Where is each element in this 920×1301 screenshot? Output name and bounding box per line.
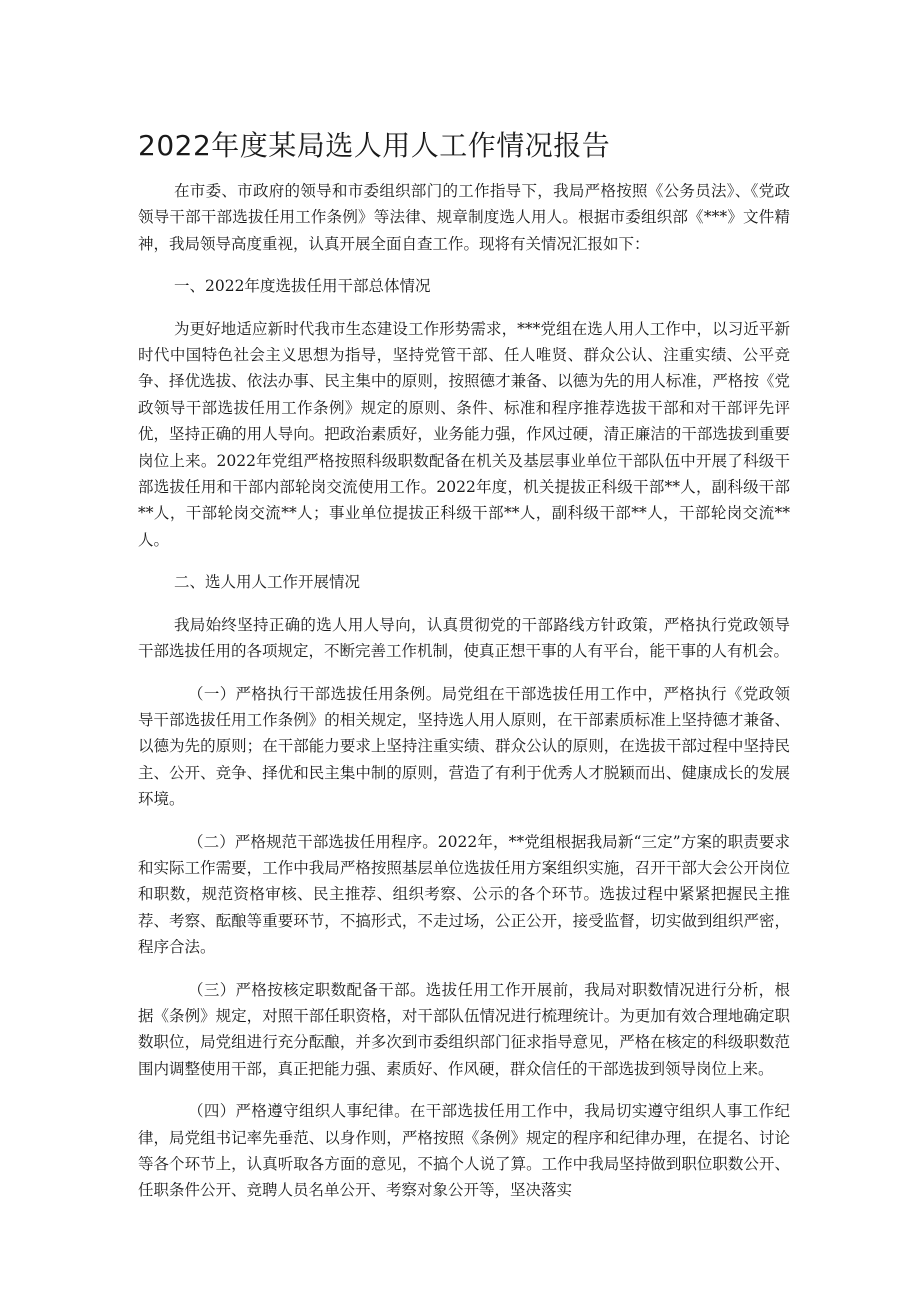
item3-paragraph: （三）严格按核定职数配备干部。选拔任用工作开展前，我局对职数情况进行分析，根据《条例》规定，对照干部任职资格，对干部队伍情况进行梳理统计。为更加有效合理地确定职数职位，局党组进行充分酝酿，并多次到市委组织部门征求指导意见，严格在核定的科级职数范围内调整使用干部，真正把能力强、素质好、作风硬，群众信任的干部选拔到领导岗位上来。 — [138, 980, 790, 1078]
intro-paragraph: 在市委、市政府的领导和市委组织部门的工作指导下，我局严格按照《公务员法》、《党政领导干部干部选拔任用工作条例》等法律、规章制度选人用人。根据市委组织部《***》文件精神，我局领导高度重视，认真开展全面自查工作。现将有关情况汇报如下： — [138, 182, 790, 253]
item4-paragraph: （四）严格遵守组织人事纪律。在干部选拔任用工作中，我局切实遵守组织人事工作纪律，局党组书记率先垂范、以身作则，严格按照《条例》规定的程序和纪律办理，在提名、讨论等各个环节上，认真听取各方面的意见，不搞个人说了算。工作中我局坚持做到职位职数公开、任职条件公开、竞聘人员名单公开、考察对象公开等，坚决落实 — [138, 1102, 790, 1200]
section2-intro-paragraph: 我局始终坚持正确的选人用人导向，认真贯彻党的干部路线方针政策，严格执行党政领导干部选拔任用的各项规定，不断完善工作机制，使真正想干事的人有平台，能干事的人有机会。 — [138, 615, 790, 661]
section2-heading: 二、选人用人工作开展情况 — [174, 573, 361, 592]
document-body — [138, 178, 790, 1220]
section1-paragraph: 为更好地适应新时代我市生态建设工作形势需求，***党组在选人用人工作中，以习近平新时代中国特色社会主义思想为指导，坚持党管干部、任人唯贤、群众公认、注重实绩、公平竞争、择优选拔、依法办事、民主集中的原则，按照德才兼备、以德为先的用人标准，严格按《党政领导干部选拔任用工作条例》规定的原则、条件、标准和程序推荐选拔干部和对干部评先评优，坚持正确的用人导向。把政治素质好，业务能力强，作风过硬，清正廉洁的干部选拔到重要岗位上来。2022年党组严格按照科级职数配备在机关及基层事业单位干部队伍中开展了科级干部选拔任用和干部内部轮岗交流使用工作。2022年度，机关提拔正科级干部**人，副科级干部**人，干部轮岗交流**人；事业单位提拔正科级干部**人，副科级干部**人，干部轮岗交流**人。 — [138, 319, 790, 549]
section1-heading: 一、2022年度选拔任用干部总体情况 — [174, 277, 431, 296]
item1-paragraph: （一）严格执行干部选拔任用条例。局党组在干部选拔任用工作中，严格执行《党政领导干部选拔任用工作条例》的相关规定，坚持选人用人原则，在干部素质标准上坚持德才兼备、以德为先的原则；在干部能力要求上坚持注重实绩、群众公认的原则，在选拔干部过程中坚持民主、公开、竞争、择优和民主集中制的原则，营造了有利于优秀人才脱颖而出、健康成长的发展环境。 — [138, 684, 790, 809]
item2-paragraph: （二）严格规范干部选拔任用程序。2022年，**党组根据我局新“三定”方案的职责要求和实际工作需要，工作中我局严格按照基层单位选拔任用方案组织实施，召开干部大会公开岗位和职数，规范资格审核、民主推荐、组织考察、公示的各个环节。选拔过程中紧紧把握民主推荐、考察、酝酿等重要环节，不搞形式，不走过场，公正公开，接受监督，切实做到组织严密，程序合法。 — [138, 832, 790, 957]
document-title: 2022年度某局选人用人工作情况报告 — [138, 129, 611, 162]
